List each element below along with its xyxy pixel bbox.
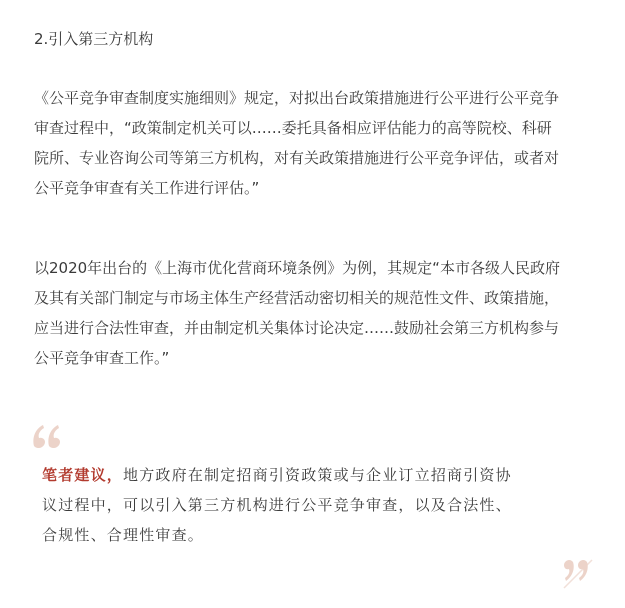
paragraph-shanghai-example [34,253,594,373]
paragraph-line: 应当进行合法性审查，并由制定机关集体讨论决定……鼓励社会第三方机构参与 [34,319,560,337]
quote-line: 合规性、合理性审查。 [42,526,205,544]
quote-label: 笔者建议， [42,466,124,484]
quote-close-icon [562,556,596,590]
author-suggestion-quote [30,420,600,590]
paragraph-line: 公平竞争审查有关工作进行评估。” [34,179,260,197]
paragraph-line: 《公平竞争审查制度实施细则》规定，对拟出台政策措施进行公平进行公平竞争 [34,89,560,107]
quote-line: 议过程中，可以引入第三方机构进行公平竞争审查，以及合法性、 [42,496,512,514]
quote-line: 地方政府在制定招商引资政策或与企业订立招商引资协 [123,466,512,484]
paragraph-line: 院所、专业咨询公司等第三方机构，对有关政策措施进行公平竞争评估，或者对 [34,149,560,167]
paragraph-line: 以2020年出台的《上海市优化营商环境条例》为例，其规定“本市各级人民政府 [34,259,560,277]
paragraph-line: 公平竞争审查工作。” [34,349,170,367]
quote-open-icon [30,420,64,450]
paragraph-line: 及其有关部门制定与市场主体生产经营活动密切相关的规范性文件、政策措施， [34,289,560,307]
quote-text [42,460,590,550]
paragraph-regulation [34,83,594,203]
section-heading: 2.引入第三方机构 [34,30,154,48]
paragraph-line: 审查过程中，“政策制定机关可以……委托具备相应评估能力的高等院校、科研 [34,119,552,137]
